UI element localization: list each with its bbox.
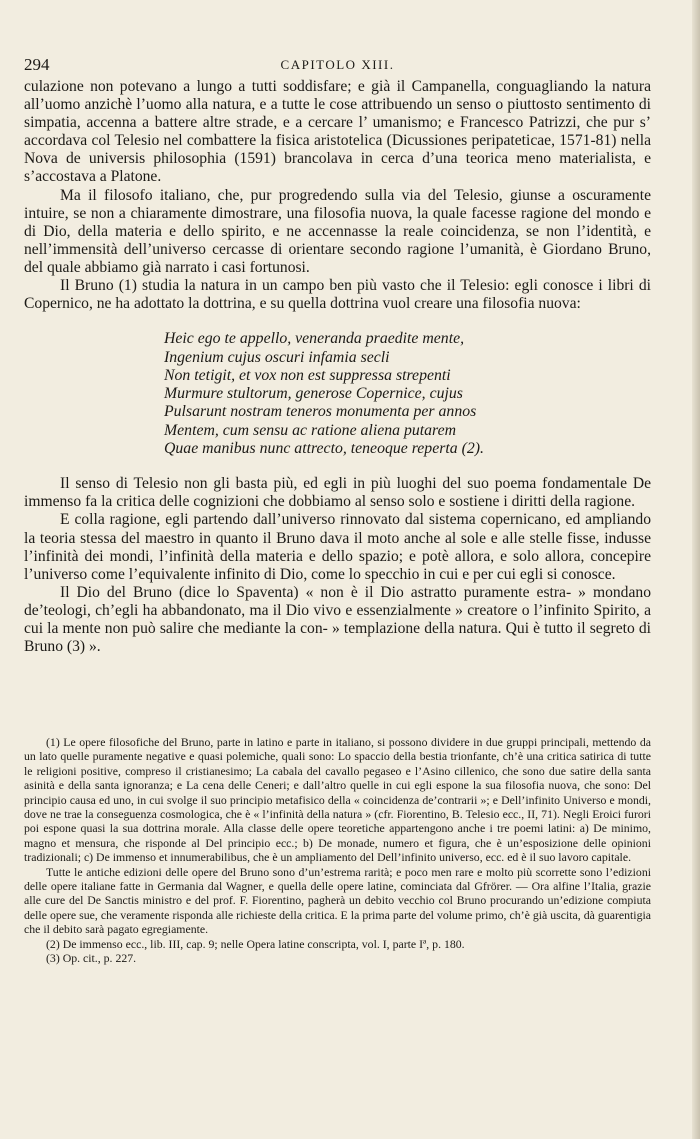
verse-line: Non tetigit, et vox non est suppressa strepenti (164, 366, 451, 384)
paragraph-6: Il Dio del Bruno (dice lo Spaventa) « non è il Dio astratto puramente estra- » mondano de’teologi, ch’egli ha abbandonato, ma il Dio vivo e essenzialmente » creatore o l’infinito Spirito, a cui la mente non può salire che mediante la con- » templazione della natura. Qui è tutto il segreto di Bruno (3) ». (24, 583, 651, 656)
paragraph-5: E colla ragione, egli partendo dall’universo rinnovato dal sistema copernicano, ed ampliando la teoria stessa del maestro in quanto il Bruno dava il moto anche al sole e alle stelle fisse, indusse l’infinità dei mondi, l’infinità della materia e dello spazio; e potè allora, e solo allora, concepire l’universo come l’equivalente infinito di Dio, come lo specchio in cui e per cui egli si conosce. (24, 511, 651, 583)
footnote-2: (2) De immenso ecc., lib. III, cap. 9; nelle Opera latine conscripta, vol. I, parte Iª, p. 180. (46, 936, 465, 951)
paragraph-1: culazione non potevano a lungo a tutti soddisfare; e già il Campanella, conguagliando la natura all’uomo anzichè l’uomo alla natura, e a tutte le cose attribuendo un senso o piuttosto sentimento di simpatia, accenna a battere altre strade, e a cercare l’ umanismo; e Francesco Patrizzi, che pur s’ accordava col Telesio nel combattere la fisica aristotelica (Dicussiones peripateticae, 1571-81) nella Nova de universis philosophia (1591) brancolava in cerca d’una teorica meno materialista, e s’accostava a Platone. (24, 78, 651, 186)
footnotes (24, 735, 651, 966)
verse-line: Murmure stultorum, generose Copernice, cujus (164, 385, 463, 403)
page-number: 294 (24, 55, 50, 74)
main-text (24, 78, 651, 656)
page-edge-shadow (692, 0, 700, 1139)
verse-line: Pulsarunt nostram teneros monumenta per annos (164, 403, 477, 421)
verse-line: Heic ego te appello, veneranda praedite mente, (164, 330, 465, 348)
paragraph-4: Il senso di Telesio non gli basta più, ed egli in più luoghi del suo poema fondamentale De immenso fa la critica delle cognizioni che dobbiamo al senso solo e sostiene i diritti della ragione. (24, 475, 651, 511)
paragraph-3: Il Bruno (1) studia la natura in un campo ben più vasto che il Telesio: egli conosce i libri di Copernico, ne ha adottato la dottrina, e su quella dottrina vuol creare una filosofia nuova: (24, 277, 651, 313)
page-header (24, 55, 651, 77)
paragraph-2: Ma il filosofo italiano, che, pur progredendo sulla via del Telesio, giunse a oscuramente intuire, se non a chiaramente dimostrare, una filosofia nuova, la quale facesse ragione del mondo e di Dio, della materia e dello spirito, e ne accennasse la reale coincidenza, se non l’identità, e nell’immensità dell’universo cercasse di orientare secondo ragione l’umanità, è Giordano Bruno, del quale abbiamo già narrato i casi fortunosi. (24, 186, 651, 276)
running-title: CAPITOLO XIII. (280, 57, 395, 72)
verse-quotation (164, 330, 651, 458)
verse-line: Ingenium cujus oscuri infamia secli (164, 348, 390, 366)
footnote-1-continued: Tutte le antiche edizioni delle opere del Bruno sono d’un’estrema rarità; e poco men rare e molto più scorrette sono l’edizioni delle opere italiane fatte in Germania dal Wagner, e quella delle opere latine, cominciata dal Gfrörer. — Ora alfine l’Italia, grazie alle cure del De Sanctis ministro e del prof. F. Fiorentino, pagherà un debito vecchio col Bruno procurando un’edizione compiuta delle opere sue, che veramente risponda alle richieste della critica. E la prima parte del volume primo, ch’è già uscita, dà guarentigia che il debito sarà pagato egregiamente. (24, 864, 651, 937)
footnote-1: (1) Le opere filosofiche del Bruno, parte in latino e parte in italiano, si possono dividere in due gruppi principali, mettendo da un lato quelle puramente negative e quasi polemiche, quali sono: Lo spaccio della bestia trionfante, ch’è una critica satirica di tutte le religioni positive, compreso il cristianesimo; La cabala del cavallo pegaseo e l’Asino cillenico, che sono due satire della santa asinità e della santa ignoranza; e La cena delle Ceneri; e dall’altro quelle in cui egli espone la sua filosofia nuova, che sono: Del principio causa ed uno, in cui svolge il suo principio metafisico della « coincidenza de’contrarii »; e Dell’infinito Universo e mondi, dove ne trae la conseguenza cosmologica, che è « l’infinità della natura » (cfr. Fiorentino, B. Telesio ecc., II, 71). Negli Eroici furori poi espone quasi la sua dottrina morale. Alla classe delle opere teoretiche appartengono anche i tre poemi latini: a) De minimo, magno et mensura, che risponde al Del principio ecc.; b) De monade, numero et figura, che è un’esposizione delle opinioni tradizionali; c) De immenso et innumerabilibus, che è un ampliamento del Dell’infinito universo, ecc. ed è il suo lavoro capitale. (24, 735, 651, 865)
footnote-3: (3) Op. cit., p. 227. (46, 951, 137, 966)
verse-line: Mentem, cum sensu ac ratione aliena putarem (164, 421, 457, 439)
verse-line: Quae manibus nunc attrecto, teneoque reperta (2). (164, 440, 484, 457)
